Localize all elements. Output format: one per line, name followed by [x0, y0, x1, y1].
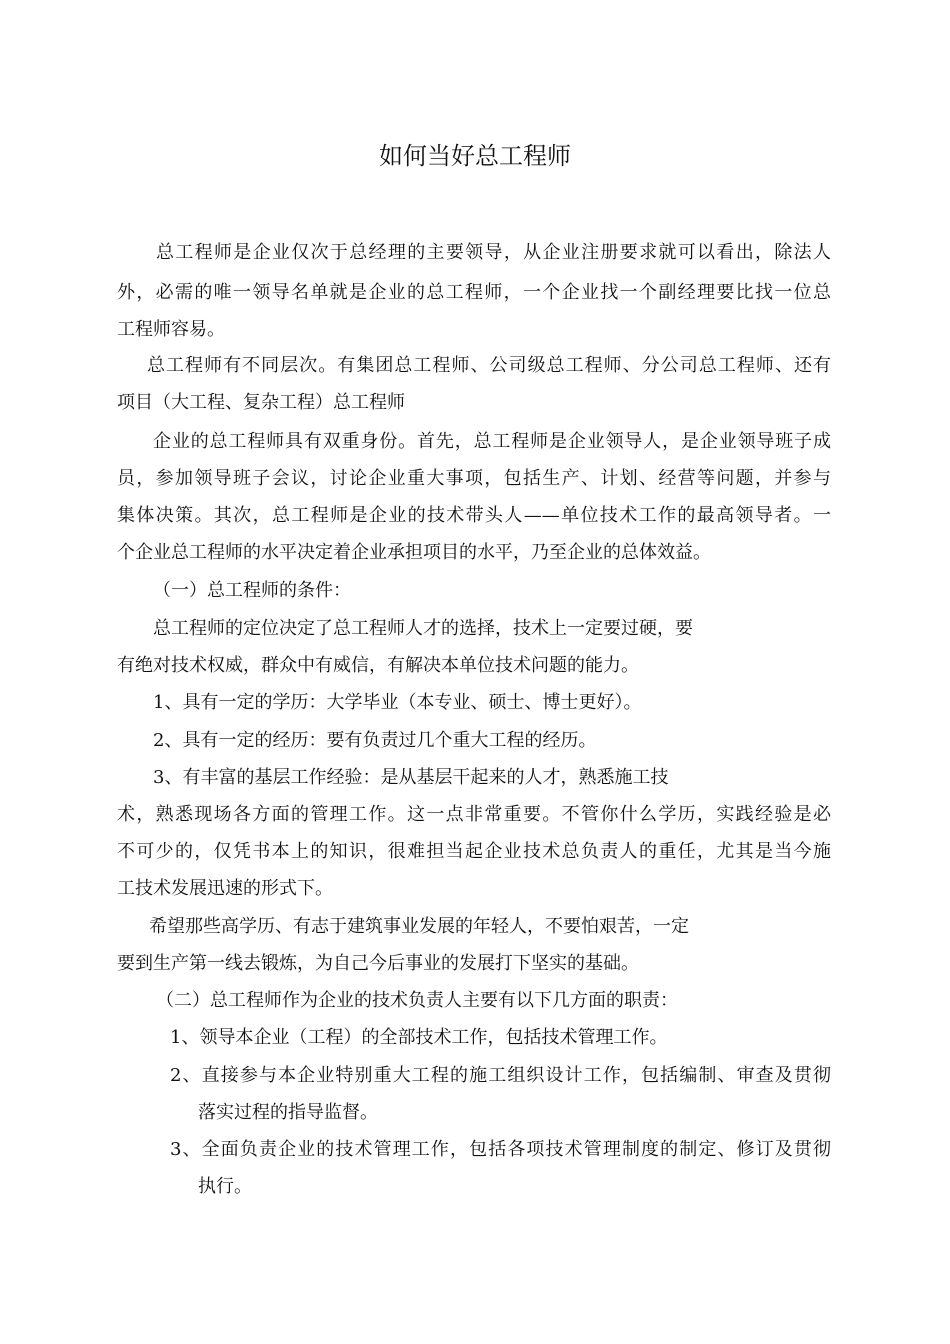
text-line: 有绝对技术权威，群众中有威信，有解决本单位技术问题的能力。: [117, 655, 639, 676]
text-line: 执行。: [198, 1176, 252, 1197]
list-item: 3、全面负责企业的技术管理工作，包括各项技术管理制度的制定、修订及贯彻: [170, 1139, 831, 1160]
list-item: 3、有丰富的基层工作经验：是从基层干起来的人才，熟悉施工技: [153, 767, 669, 788]
text-line: 总工程师的定位决定了总工程师人才的选择，技术上一定要过硬，要: [153, 618, 693, 639]
list-item: 2、具有一定的经历：要有负责过几个重大工程的经历。: [153, 730, 597, 751]
text-line: 外，必需的唯一领导名单就是企业的总工程师，一个企业找一个副经理要比找一位总: [117, 282, 831, 303]
list-item: 1、领导本企业（工程）的全部技术工作，包括技术管理工作。: [170, 1027, 668, 1048]
text-line: 要到生产第一线去锻炼，为自己今后事业的发展打下坚实的基础。: [117, 953, 639, 974]
text-line: 希望那些高学历、有志于建筑事业发展的年轻人，不要怕艰苦，一定: [149, 916, 689, 937]
text-line: 工程师容易。: [117, 319, 225, 340]
text-line: 落实过程的指导监督。: [198, 1102, 378, 1123]
text-line: 总工程师是企业仅次于总经理的主要领导，从企业注册要求就可以看出，除法人: [156, 242, 831, 263]
section-heading: （一）总工程师的条件：: [153, 580, 351, 601]
text-line: 集体决策。其次，总工程师是企业的技术带头人——单位技术工作的最高领导者。一: [117, 505, 831, 526]
text-line: 不可少的，仅凭书本上的知识，很难担当起企业技术总负责人的重任，尤其是当今施: [117, 841, 831, 862]
text-line: 企业的总工程师具有双重身份。首先，总工程师是企业领导人，是企业领导班子成: [153, 431, 831, 452]
text-line: 总工程师有不同层次。有集团总工程师、公司级总工程师、分公司总工程师、还有: [147, 355, 831, 376]
text-line: 项目（大工程、复杂工程）总工程师: [117, 392, 405, 413]
list-item: 1、具有一定的学历：大学毕业（本专业、硕士、博士更好）。: [153, 692, 642, 713]
page-title: 如何当好总工程师: [379, 142, 571, 170]
text-line: 个企业总工程师的水平决定着企业承担项目的水平，乃至企业的总体效益。: [117, 542, 711, 563]
text-line: 工技术发展迅速的形式下。: [117, 878, 333, 899]
text-line: 术，熟悉现场各方面的管理工作。这一点非常重要。不管你什么学历，实践经验是必: [117, 804, 831, 825]
text-line: 员，参加领导班子会议，讨论企业重大事项，包括生产、计划、经营等问题，并参与: [117, 468, 831, 489]
section-heading: （二）总工程师作为企业的技术负责人主要有以下几方面的职责：: [156, 990, 678, 1011]
list-item: 2、直接参与本企业特别重大工程的施工组织设计工作，包括编制、审查及贯彻: [170, 1065, 831, 1086]
